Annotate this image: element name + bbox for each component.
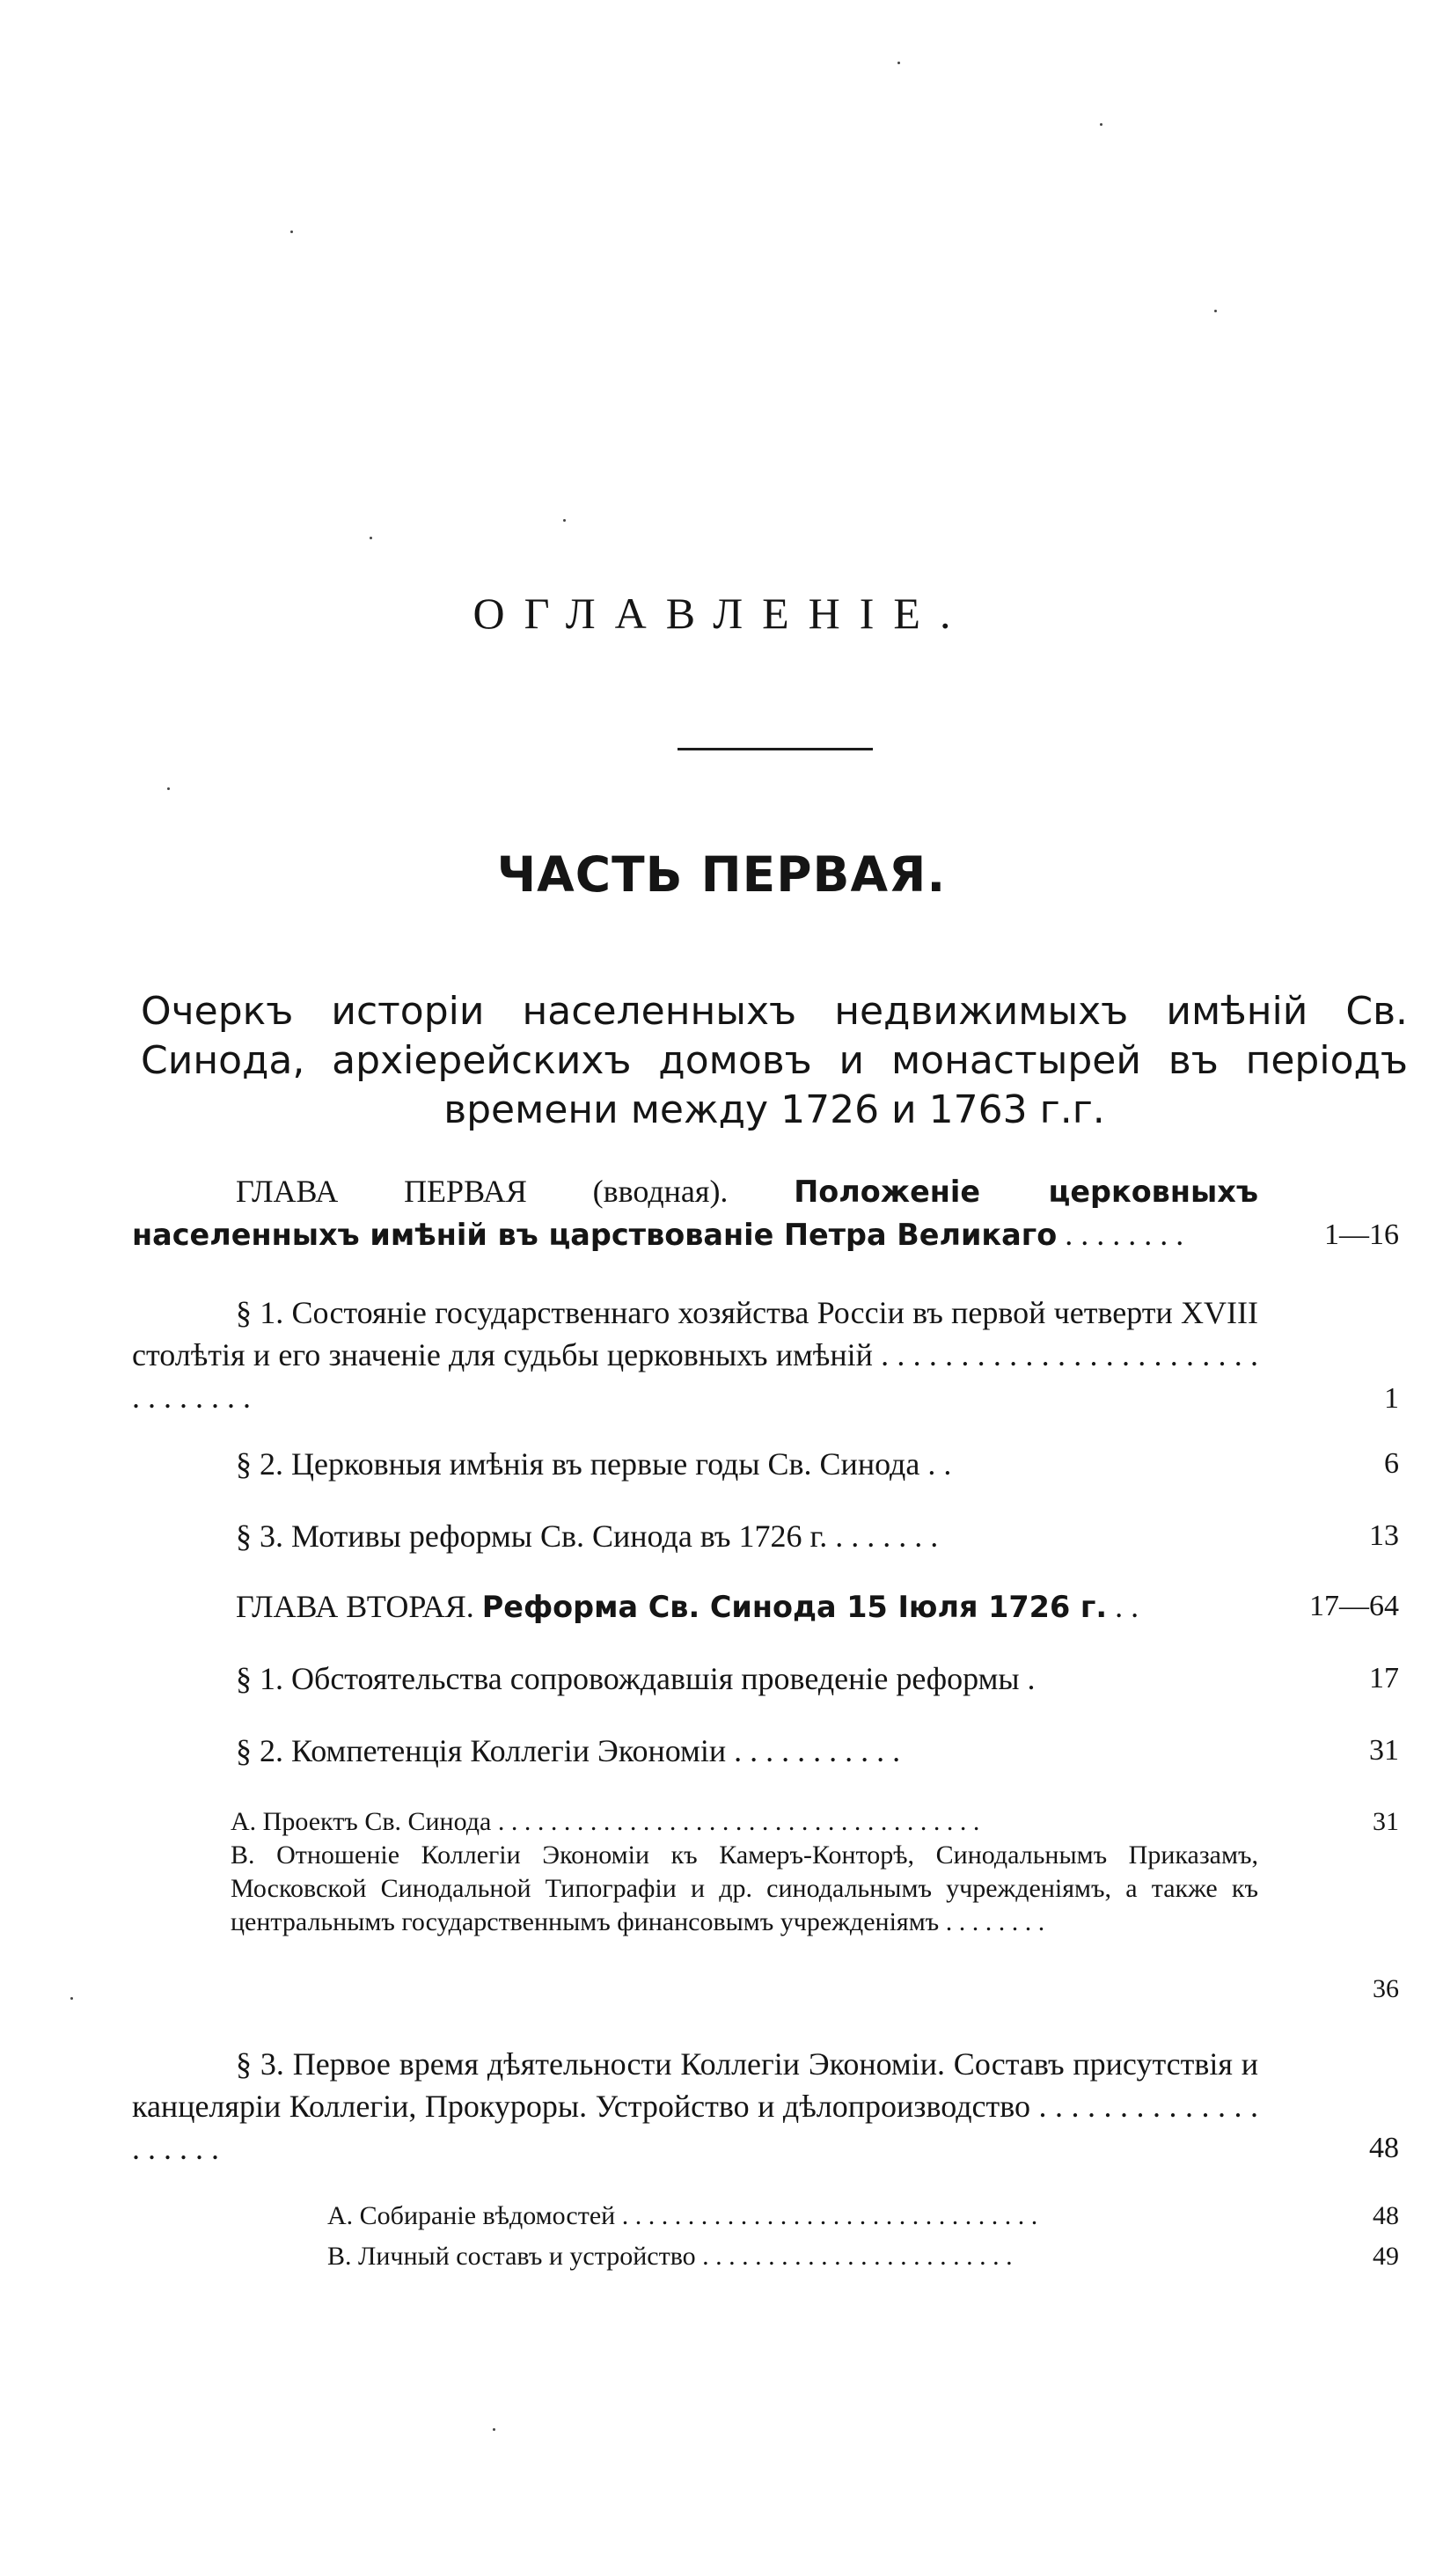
leader-dots: . . . . . . . . bbox=[939, 1907, 1045, 1936]
leader-dots: . . bbox=[919, 1446, 952, 1482]
toc-section: § 3. Мотивы реформы Св. Синода въ 1726 г. . . . . . . . bbox=[236, 1519, 939, 1554]
paper-speck bbox=[1100, 123, 1102, 126]
toc-chapter-2 bbox=[132, 1585, 1258, 1628]
toc-page-number: 1—16 bbox=[1324, 1218, 1399, 1251]
toc-section: § 2. Церковныя имѣнія въ первые годы Св. Синода . . bbox=[236, 1446, 952, 1482]
toc-section: § 2. Компетенція Коллегіи Экономіи . . . . . . . . . . . bbox=[236, 1733, 901, 1768]
paper-speck bbox=[563, 519, 566, 522]
toc-page-number: 31 bbox=[1373, 1807, 1399, 1836]
toc-section: § 1. Состояніе государственнаго хозяйства Россіи въ первой четверти XVIII столѣтія и его значеніе для судьбы церковныхъ имѣній . . . . . . . . . . . . . . . . . . . . . . . . . . . . . . . . bbox=[132, 1295, 1259, 1415]
leader-dots: . . . . . . . . . . . . . . . . . . . . . . . . . . . . . . . . bbox=[615, 2201, 1038, 2230]
paper-speck bbox=[70, 1997, 73, 2000]
leader-dots: . . . . . . . . . . . bbox=[726, 1733, 901, 1768]
paper-speck bbox=[290, 231, 293, 233]
toc-page-number: 31 bbox=[1369, 1734, 1399, 1767]
toc-page-number: 49 bbox=[1373, 2242, 1399, 2271]
toc-subsection: А. Проектъ Св. Синода . . . . . . . . . . . . . . . . . . . . . . . . . . . . . . . . . . . . . bbox=[231, 1807, 980, 1836]
leader-dots: . . . . . . . . bbox=[1065, 1217, 1184, 1252]
toc-page-number: 17 bbox=[1369, 1662, 1399, 1694]
page-title: ОГЛАВЛЕНІЕ. bbox=[472, 589, 971, 638]
title-divider bbox=[678, 748, 873, 750]
chapter-label: ГЛАВА ВТОРАЯ. bbox=[236, 1589, 474, 1624]
paper-speck bbox=[370, 537, 372, 539]
toc-page-number: 17—64 bbox=[1309, 1590, 1399, 1622]
paper-speck bbox=[897, 62, 900, 64]
paper-speck bbox=[1214, 310, 1217, 312]
toc-subsection: В. Личный составъ и устройство . . . . . . . . . . . . . . . . . . . . . . . . bbox=[327, 2242, 1013, 2271]
paper-speck bbox=[167, 787, 170, 790]
toc-subsection: А. Собираніе вѣдомостей . . . . . . . . . . . . . . . . . . . . . . . . . . . . . . . . bbox=[327, 2201, 1038, 2230]
chapter-label: ГЛАВА ПЕРВАЯ (вводная). bbox=[236, 1174, 729, 1209]
toc-section: § 3. Первое время дѣятельности Коллегіи Экономіи. Составъ присутствія и канцеляріи Коллегіи, Прокуроры. Устройство и дѣлопроизводство . . . . . . . . . . . . . . . . . . . . bbox=[132, 2046, 1258, 2166]
part-subtitle: Очеркъ исторіи населенныхъ недвижимыхъ имѣній Св. Синода, архіерейскихъ домовъ и монастырей въ періодъ времени между 1726 и 1763 г.г. bbox=[141, 989, 1408, 1132]
leader-dots: . . . . . . . . . . . . . . . . . . . . . . . . . . . . . . . . . . . . . bbox=[491, 1807, 980, 1836]
chapter-title: Реформа Св. Синода 15 Іюля 1726 г. bbox=[481, 1590, 1108, 1624]
leader-dots: . . . . . . . . . . . . . . . . . . . . . . . . bbox=[695, 2242, 1013, 2271]
paper-speck bbox=[493, 2428, 495, 2431]
toc-subsection: В. Отношеніе Коллегіи Экономіи къ Камеръ-Конторѣ, Синодальнымъ Приказамъ, Московской Синодальной Типографіи и др. синодальнымъ учрежденіямъ, а также къ центральнымъ государственнымъ финансовымъ учрежденіямъ . . . . . . . . bbox=[231, 1841, 1258, 1936]
leader-dots: . . bbox=[1107, 1589, 1139, 1624]
leader-dots: . . . . . . . bbox=[827, 1519, 939, 1554]
toc-page-number: 6 bbox=[1384, 1447, 1399, 1480]
toc-page-number: 48 bbox=[1369, 2132, 1399, 2164]
leader-dots: . . . . . . . . . . . . . . . . . . . . . . . . . . . . . . . . bbox=[132, 1337, 1259, 1415]
chapter-title: Положеніе церковныхъ населенныхъ имѣній въ царствованіе Петра Великаго bbox=[132, 1175, 1258, 1252]
toc-page-number: 13 bbox=[1369, 1519, 1399, 1552]
toc-page-number: 1 bbox=[1384, 1382, 1399, 1415]
leader-dots: . bbox=[1019, 1661, 1036, 1696]
toc-chapter-1 bbox=[132, 1170, 1258, 1256]
toc-page-number: 48 bbox=[1373, 2201, 1399, 2230]
part-title: ЧАСТЬ ПЕРВАЯ. bbox=[496, 846, 947, 903]
toc-section: § 1. Обстоятельства сопровождавшія проведеніе реформы . bbox=[236, 1661, 1036, 1696]
leader-dots: . . . . . . . . . . . . . . . . . . . . bbox=[132, 2089, 1258, 2166]
toc-page-number: 36 bbox=[1373, 1974, 1399, 2003]
